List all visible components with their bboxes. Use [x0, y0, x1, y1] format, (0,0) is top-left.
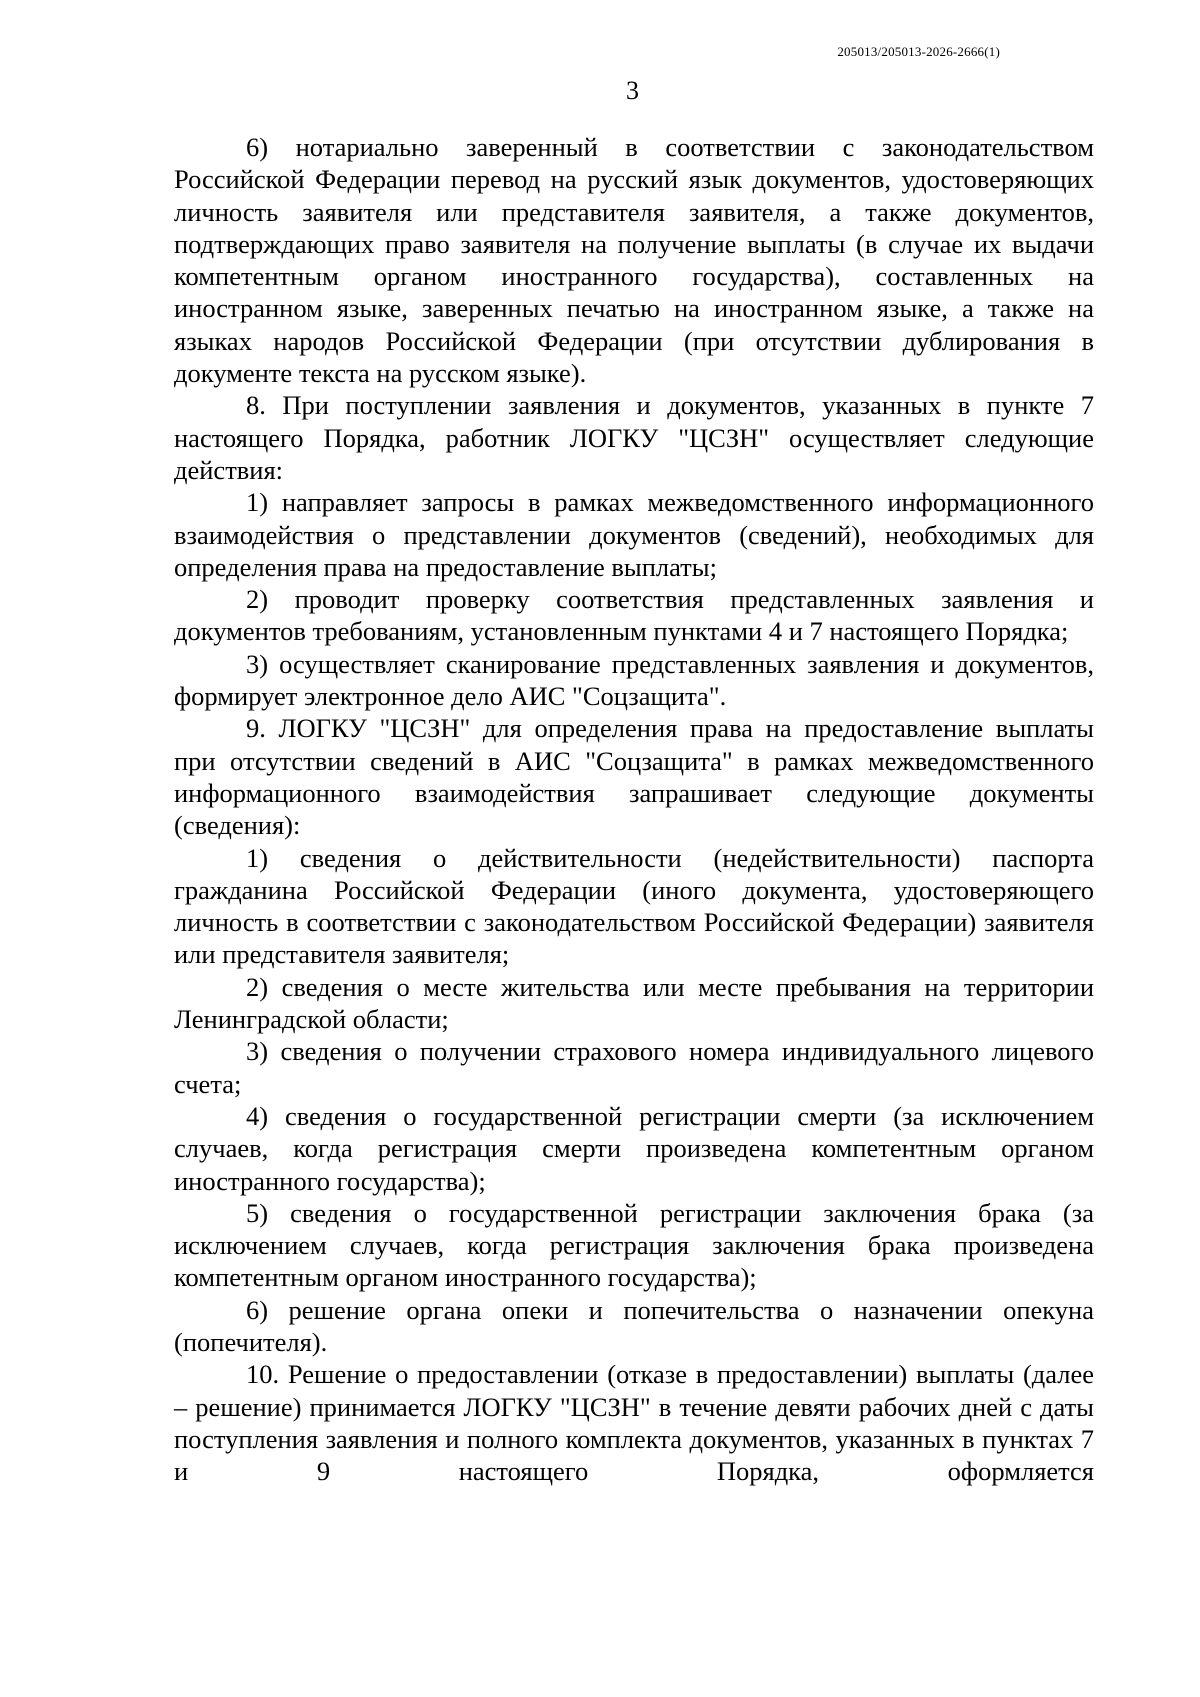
paragraph-clause-9-item-1: 1) сведения о действительности (недействительности) паспорта гражданина Российской Федерации (иного документа, удостоверяющего личность в соответствии с законодательством Российской Федерации) заявителя или представителя заявителя;	[174, 842, 1094, 970]
paragraph-clause-9-item-3: 3) сведения о получении страхового номера индивидуального лицевого счета;	[174, 1036, 1094, 1099]
paragraph-clause-9-item-6: 6) решение органа опеки и попечительства о назначении опекуна (попечителя).	[174, 1294, 1094, 1357]
paragraph-clause-8-item-1: 1) направляет запросы в рамках межведомственного информационного взаимодействия о представлении документов (сведений), необходимых для определения права на предоставление выплаты;	[174, 487, 1094, 582]
paragraph-clause-10: 10. Решение о предоставлении (отказе в предоставлении) выплаты (далее – решение) принимается ЛОГКУ "ЦСЗН" в течение девяти рабочих дней с даты поступления заявления и полного комплекта документов, указанных в пунктах 7 и 9 настоящего Порядка, оформляется	[174, 1359, 1094, 1487]
paragraph-clause-9: 9. ЛОГКУ "ЦСЗН" для определения права на предоставление выплаты при отсутствии сведений в АИС "Соцзащита" в рамках межведомственного информационного взаимодействия запрашивает следующие документы (сведения):	[174, 713, 1094, 841]
paragraph-clause-8-item-2: 2) проводит проверку соответствия представленных заявления и документов требованиям, установленным пунктами 4 и 7 настоящего Порядка;	[174, 584, 1094, 647]
paragraph-clause-8: 8. При поступлении заявления и документов, указанных в пункте 7 настоящего Порядка, работник ЛОГКУ "ЦСЗН" осуществляет следующие действия:	[174, 390, 1094, 485]
paragraph-item-6-translation: 6) нотариально заверенный в соответствии с законодательством Российской Федерации перевод на русский язык документов, удостоверяющих личность заявителя или представителя заявителя, а также документов, подтверждающих право заявителя на получение выплаты (в случае их выдачи компетентным органом иностранного государства), составленных на иностранном языке, заверенных печатью на иностранном языке, а также на языках народов Российской Федерации (при отсутствии дублирования в документе текста на русском языке).	[174, 132, 1094, 389]
paragraph-clause-9-item-4: 4) сведения о государственной регистрации смерти (за исключением случаев, когда регистрация смерти произведена компетентным органом иностранного государства);	[174, 1100, 1094, 1196]
paragraph-clause-9-item-5: 5) сведения о государственной регистрации заключения брака (за исключением случаев, когда регистрация заключения брака произведена компетентным органом иностранного государства);	[174, 1197, 1094, 1293]
paragraph-clause-9-item-2: 2) сведения о месте жительства или месте пребывания на территории Ленинградской области;	[174, 971, 1094, 1035]
page-number: 3	[626, 76, 639, 105]
document-registration-number: 205013/205013-2026-2666(1)	[837, 44, 1000, 59]
paragraph-clause-8-item-3: 3) осуществляет сканирование представленных заявления и документов, формирует электронное дело АИС "Соцзащита".	[174, 648, 1094, 712]
document-body	[174, 131, 1094, 1487]
